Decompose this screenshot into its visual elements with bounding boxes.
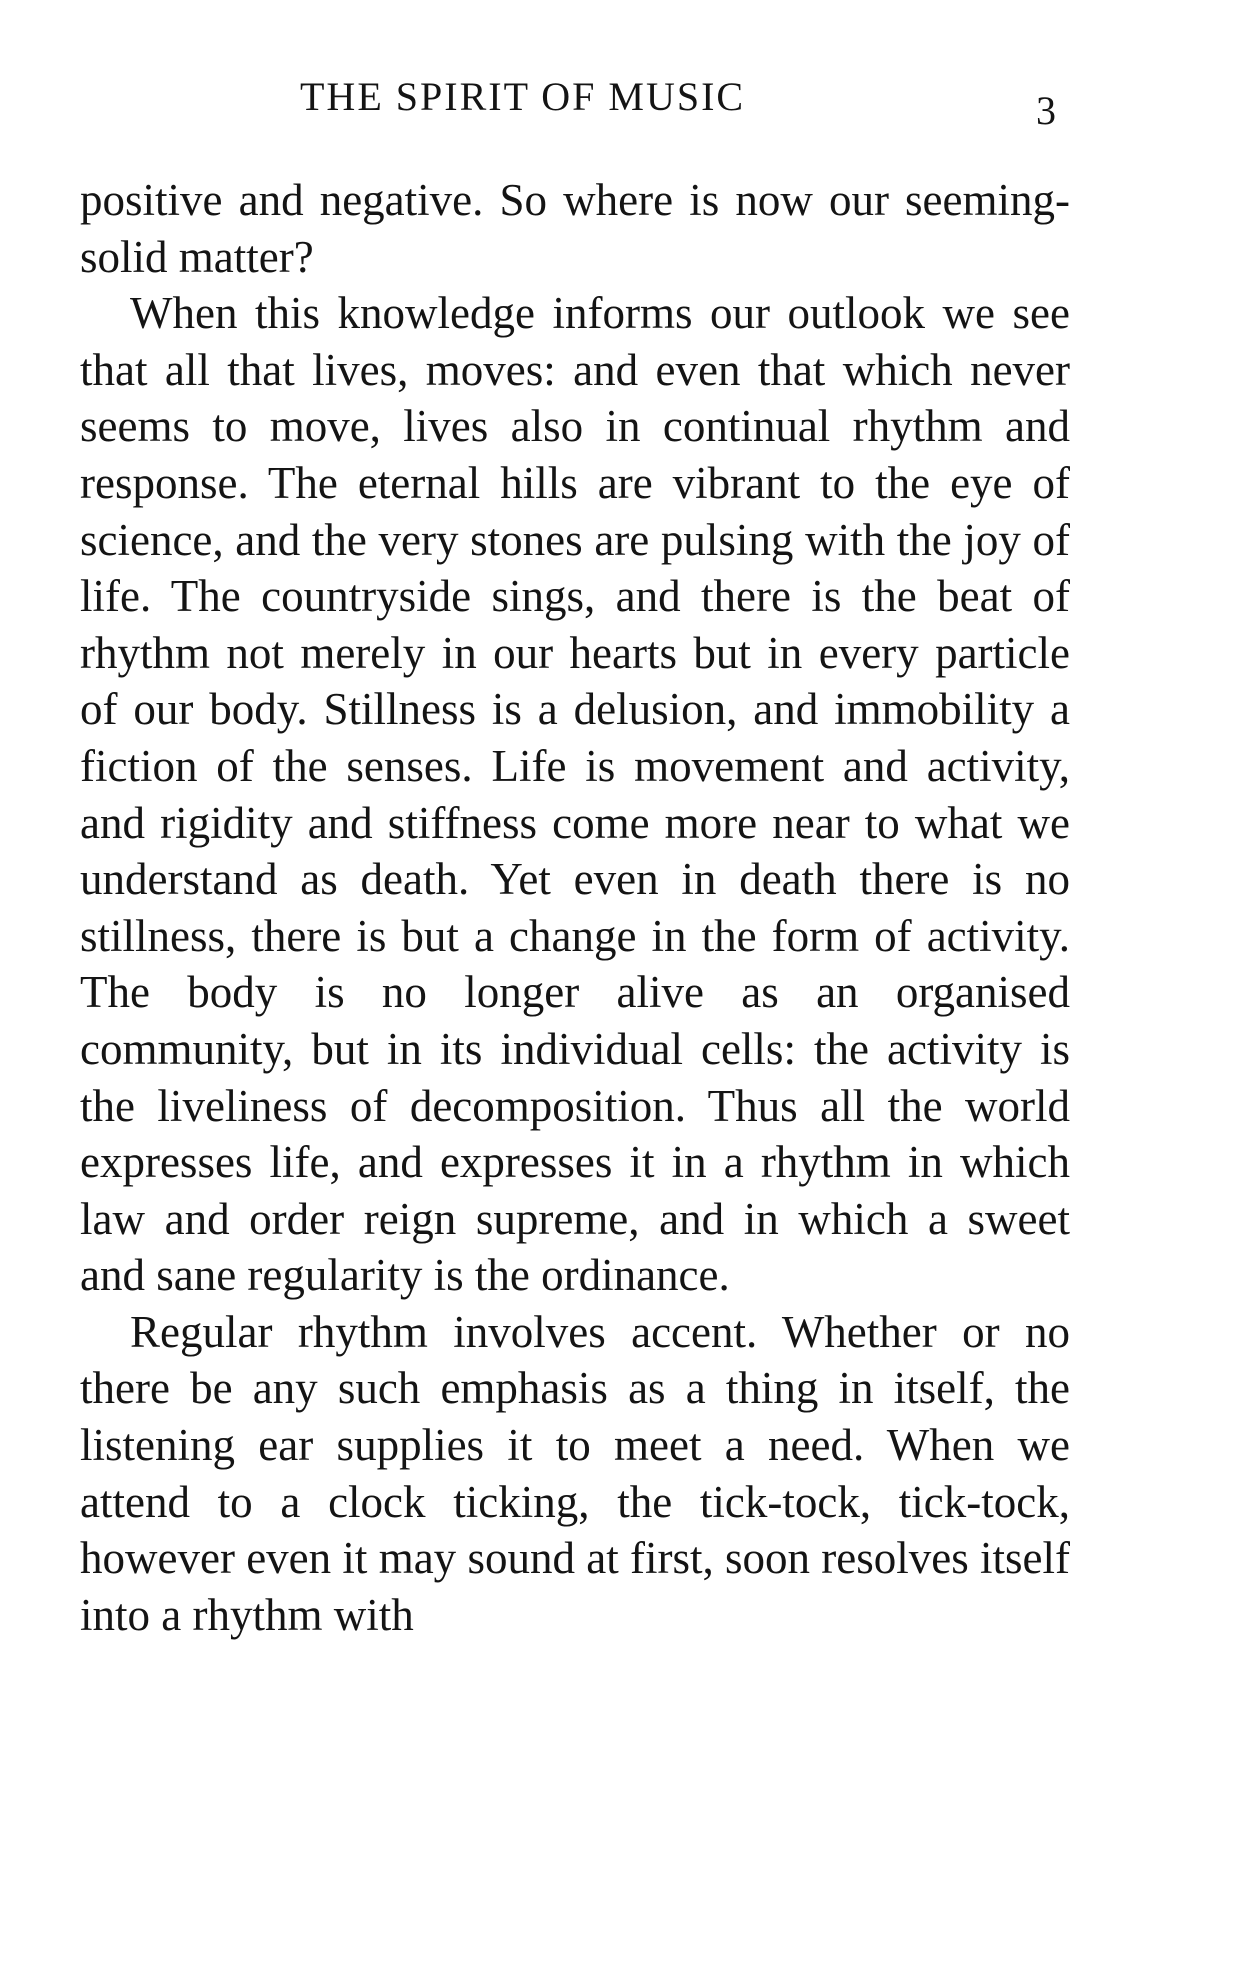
- page-number: 3: [1036, 88, 1056, 133]
- paragraph-continuation: positive and negative. So where is now our seeming-solid matter?: [80, 175, 1070, 282]
- running-head-title: THE SPIRIT OF MUSIC: [300, 74, 746, 119]
- paragraph-knowledge: When this knowledge informs our outlook we see that all that lives, moves: and even that which never seems to move, lives also in continual rhythm and response. The eternal hills are vibrant to the eye of science, and the very stones are pulsing with the joy of life. The countryside sings, and there is the beat of rhythm not merely in our hearts but in every particle of our body. Stillness is a delusion, and immobility a fiction of the senses. Life is movement and activity, and rigidity and stiffness come more near to what we understand as death. Yet even in death there is no stillness, there is but a change in the form of activity. The body is no longer alive as an organised community, but in its individual cells: the activity is the liveliness of decomposition. Thus all the world expresses life, and expresses it in a rhythm in which law and order reign supreme, and in which a sweet and sane regularity is the ordinance.: [80, 288, 1070, 1301]
- paragraph-regular-rhythm: Regular rhythm involves accent. Whether or no there be any such emphasis as a thing in itself, the listening ear supplies it to meet a need. When we attend to a clock ticking, the tick-tock, tick-tock, however even it may sound at first, soon resolves itself into a rhythm with: [80, 1306, 1070, 1640]
- body-text: [80, 172, 1070, 1643]
- running-head: [0, 72, 1248, 133]
